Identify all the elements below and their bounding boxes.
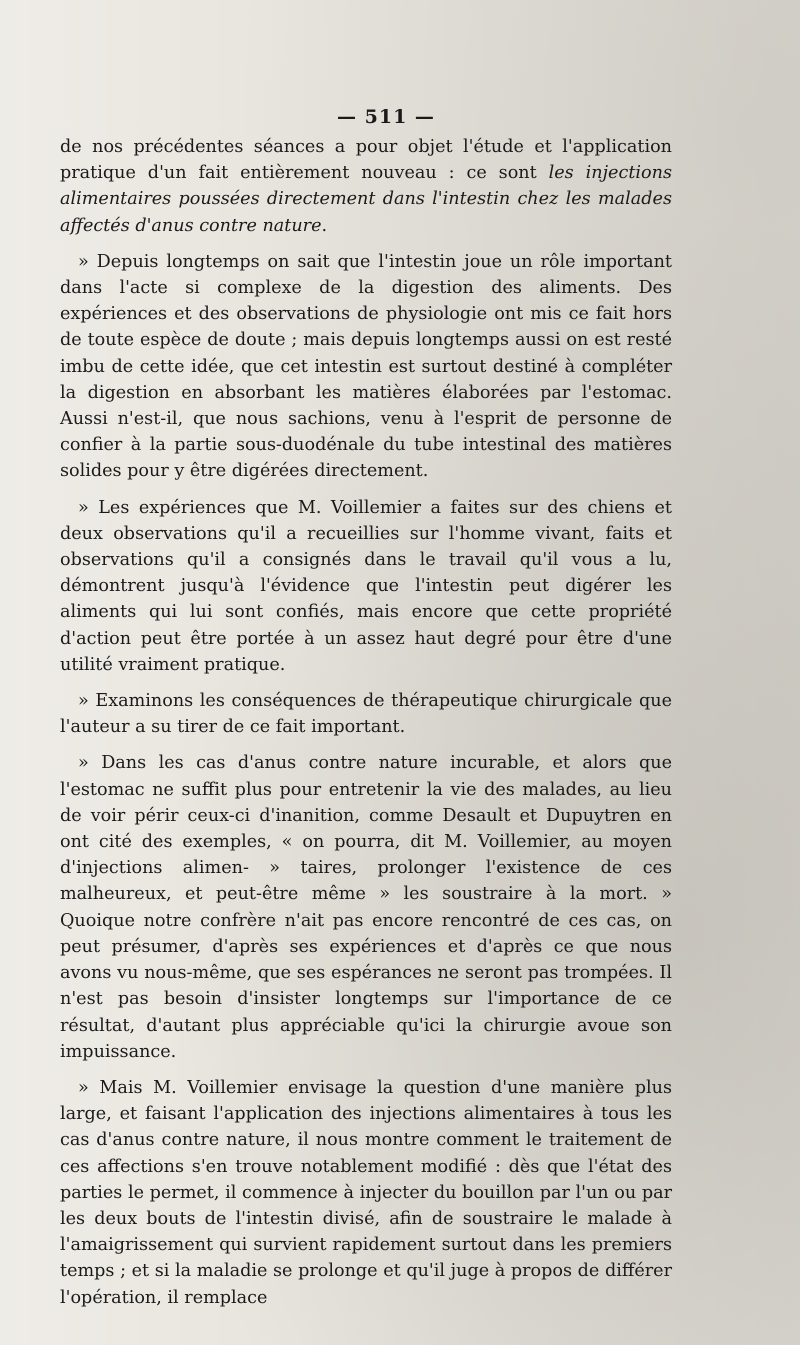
book-page [60,106,672,1311]
paragraph-5: » Dans les cas d'anus contre nature incurable, et alors que l'estomac ne suffit plus pour entretenir la vie des malades, au lieu de voir périr ceux-ci d'inanition, comme Desault et Dupuytren en ont cité des exemples, « on pourra, dit M. Voillemier, au moyen d'injections alimen- » taires, prolonger l'existence de ces malheureux, et peut-être même » les soustraire à la mort. » Quoique notre confrère n'ait pas encore rencontré de ces cas, on peut présumer, d'après ses expériences et d'après ce que nous avons vu nous-même, que ses espérances ne seront pas trompées. Il n'est pas besoin d'insister longtemps sur l'importance de ce résultat, d'autant plus appréciable qu'ici la chirurgie avoue son impuissance. [60,753,672,1062]
paragraph-1-text: de nos précédentes séances a pour objet l'étude et l'application pratique d'un fait entièrement nouveau : ce sont [60,137,672,184]
paragraph-2: » Depuis longtemps on sait que l'intestin joue un rôle important dans l'acte si complexe de la digestion des aliments. Des expériences et des observations de physiologie ont mis ce fait hors de toute espèce de doute ; mais depuis longtemps aussi on est resté imbu de cette idée, que cet intestin est surtout destiné à compléter la digestion en absorbant les matières élaborées par l'estomac. Aussi n'est-il, que nous sachions, venu à l'esprit de personne de confier à la partie sous-duodénale du tube intestinal des matières solides pour y être digérées directement. [60,251,672,482]
paragraph-6: » Mais M. Voillemier envisage la question d'une manière plus large, et faisant l'application des injections alimentaires à tous les cas d'anus contre nature, il nous montre comment le traitement de ces affections s'en trouve notablement modifié : dès que l'état des parties le permet, il commence à injecter du bouillon par l'un ou par les deux bouts de l'intestin divisé, afin de soustraire le malade à l'amaigrissement qui survient rapidement surtout dans les premiers temps ; et si la maladie se prolonge et qu'il juge à propos de différer l'opération, il remplace [60,1077,672,1308]
paragraph-1 [60,134,672,239]
paragraph-4: » Examinons les conséquences de thérapeutique chirurgicale que l'auteur a su tirer de ce fait important. [60,691,672,738]
paragraph-3: » Les expériences que M. Voillemier a faites sur des chiens et deux observations qu'il a recueillies sur l'homme vivant, faits et observations qu'il a consignés dans le travail qu'il vous a lu, démontrent jusqu'à l'évidence que l'intestin peut digérer les aliments qui lui sont confiés, mais encore que cette propriété d'action peut être portée à un assez haut degré pour être d'une utilité vraiment pratique. [60,497,672,675]
paragraph-1-period: . [321,215,328,236]
paragraph-1-italic-title: les injections alimentaires poussées directement dans l'intestin chez les malades affectés d'anus contre nature [60,163,672,236]
page-number: — 511 — [337,106,435,128]
